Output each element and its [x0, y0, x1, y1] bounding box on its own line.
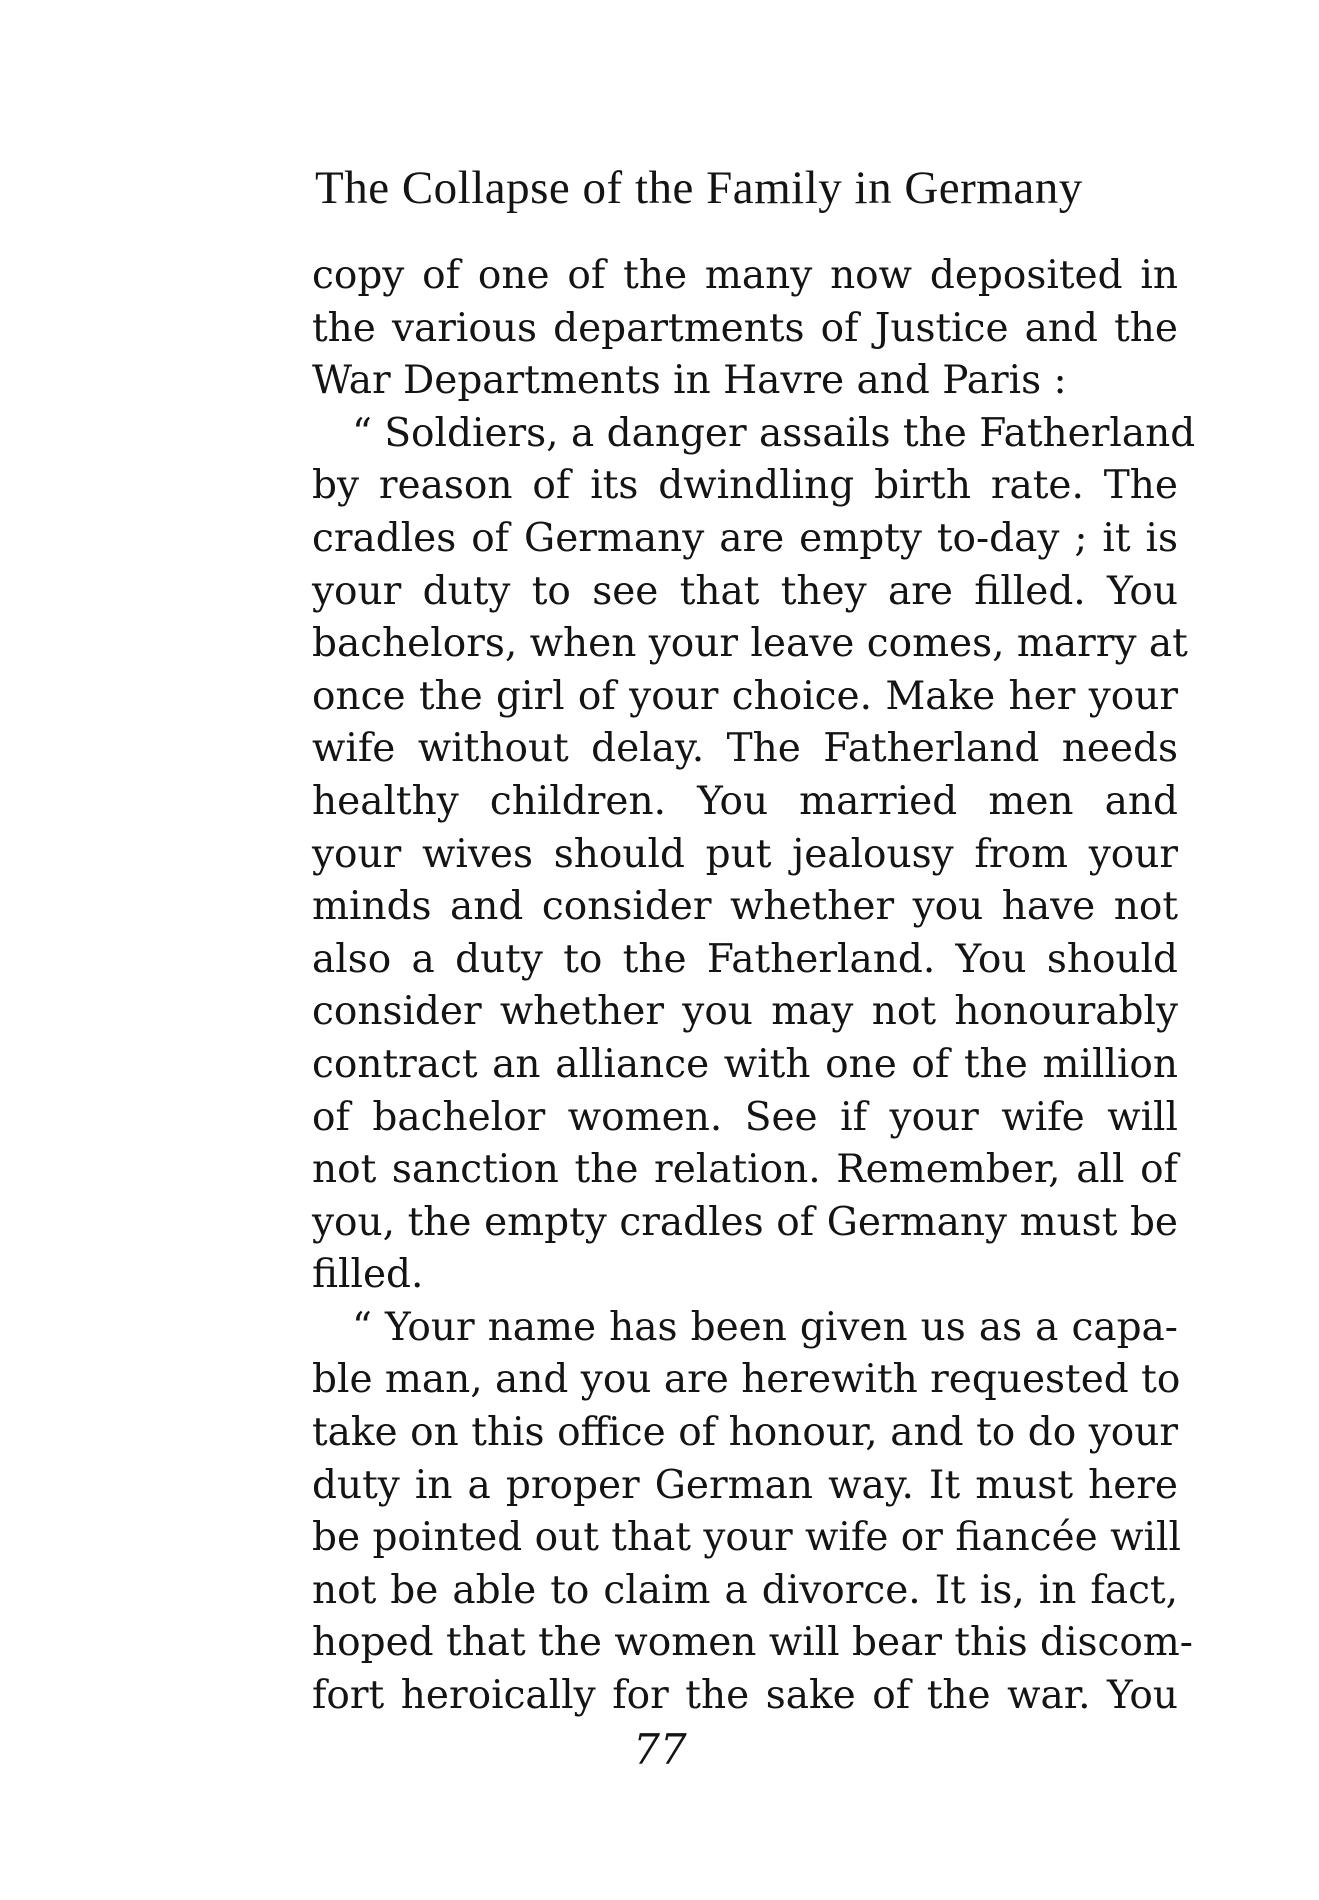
text-line: not sanction the relation. Remember, all of: [312, 1147, 1178, 1193]
text-line: contract an alliance with one of the million: [312, 1041, 1178, 1087]
text-line: copy of one of the many now deposited in: [312, 253, 1178, 298]
text-line: cradles of Germany are empty to-day ; it is: [312, 515, 1178, 561]
text-line: you, the empty cradles of Germany must be: [312, 1199, 1178, 1245]
text-line: minds and consider whether you have not: [312, 884, 1178, 930]
text-line: bachelors, when your leave comes, marry at: [312, 621, 1188, 667]
text-line: filled.: [312, 1252, 424, 1298]
page-number: 77: [633, 1725, 687, 1774]
text-line: duty in a proper German way. It must here: [312, 1462, 1178, 1508]
text-line: the various departments of Justice and the: [312, 305, 1178, 351]
text-line: wife without delay. The Fatherland needs: [312, 726, 1178, 772]
text-line: be pointed out that your wife or fiancée will: [312, 1515, 1181, 1561]
text-line: of bachelor women. See if your wife will: [312, 1094, 1178, 1140]
text-line: take on this office of honour, and to do your: [312, 1410, 1178, 1456]
text-line: “ Soldiers, a danger assails the Fatherland: [352, 410, 1196, 456]
text-line: not be able to claim a divorce. It is, in fact,: [312, 1567, 1178, 1613]
text-line: ble man, and you are herewith requested to: [312, 1357, 1181, 1403]
text-line: fort heroically for the sake of the war. You: [312, 1673, 1178, 1719]
text-line: healthy children. You married men and: [312, 778, 1178, 824]
text-line: War Departments in Havre and Paris :: [312, 358, 1067, 404]
text-line: also a duty to the Fatherland. You should: [312, 936, 1178, 982]
text-line: your wives should put jealousy from your: [312, 831, 1178, 877]
text-line: hoped that the women will bear this discom-: [312, 1620, 1193, 1666]
text-line: “ Your name has been given us as a capa-: [352, 1304, 1178, 1350]
body-text: [312, 250, 1196, 1723]
running-head: The Collapse of the Family in Germany: [315, 162, 1083, 214]
text-line: by reason of its dwindling birth rate. The: [312, 463, 1178, 509]
text-line: once the girl of your choice. Make her your: [312, 673, 1178, 719]
text-line: consider whether you may not honourably: [312, 989, 1178, 1035]
text-line: your duty to see that they are filled. You: [312, 568, 1178, 614]
